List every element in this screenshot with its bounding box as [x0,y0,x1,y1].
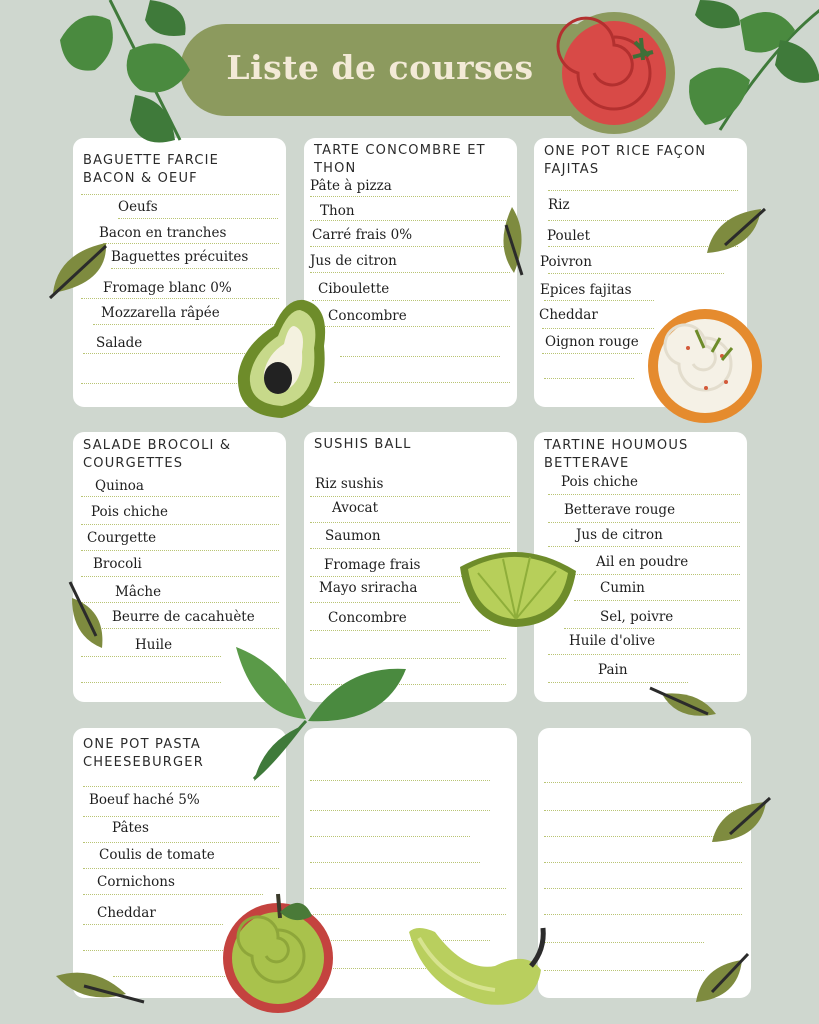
list-item: Pâte à pizza [310,178,392,194]
list-item: Salade [96,335,143,351]
card-title: SUSHIS BALL [314,437,412,452]
leaf-icon [710,796,772,846]
parsley-icon [680,0,819,150]
dotted-line [544,862,742,863]
list-item: Ciboulette [318,281,390,297]
avocado-icon [234,296,330,422]
list-item: Fromage frais [324,557,421,573]
dotted-line [310,196,510,197]
list-item: Cornichons [97,874,175,890]
list-item: Ail en poudre [596,554,689,570]
leaf-icon [66,580,108,652]
dotted-line [548,522,740,523]
list-item: Mayo sriracha [319,580,418,596]
dotted-line [81,656,221,657]
list-item: Sel, poivre [600,609,674,625]
list-item: Coulis de tomate [99,847,215,863]
list-item: Bacon en tranches [99,225,227,241]
dotted-line [544,782,742,783]
dotted-line [544,300,654,301]
list-item: Mâche [115,584,162,600]
dotted-line [81,524,279,525]
list-item: Oignon rouge [545,334,639,350]
dotted-line [548,682,688,683]
leaf-icon [694,952,750,1006]
list-item: Jus de citron [310,253,397,269]
list-item: Mozzarella râpée [101,305,220,321]
dotted-line [310,326,510,327]
list-item: Thon [320,203,355,219]
recipe-card [304,138,517,407]
dotted-line [548,273,724,274]
card-title: TARTINE HOUMOUS BETTERAVE [544,438,689,471]
list-item: Cheddar [539,307,598,323]
dotted-line [548,654,740,655]
dotted-line [544,378,634,379]
list-item: Jus de citron [576,527,663,543]
leaf-icon [496,205,528,277]
dotted-line [81,602,279,603]
dotted-line [310,522,510,523]
dotted-line [81,628,279,629]
dotted-line [340,356,500,357]
dotted-line [544,836,724,837]
leaf-icon [48,238,114,300]
dotted-line [544,914,742,915]
card-title: SALADE BROCOLI & COURGETTES [83,438,232,471]
list-item: Brocoli [93,556,142,572]
dotted-line [83,816,279,817]
card-title: ONE POT RICE FAÇON FAJITAS [544,144,707,177]
list-item: Carré frais 0% [312,227,413,243]
basil-icon [234,645,409,785]
dotted-line [310,888,506,889]
dotted-line [310,630,490,631]
hummus-icon [646,308,764,424]
dotted-line [83,868,279,869]
dotted-line [83,950,223,951]
list-item: Quinoa [95,478,144,494]
dotted-line [83,924,223,925]
dotted-line [548,190,738,191]
list-item: Concombre [328,308,407,324]
dotted-line [544,810,734,811]
list-item: Saumon [325,528,381,544]
list-item: Boeuf haché 5% [89,792,200,808]
dotted-line [81,682,221,683]
dotted-line [310,914,506,915]
list-item: Oeufs [118,199,158,215]
dotted-line [83,786,279,787]
dotted-line [334,382,510,383]
dotted-line [310,220,510,221]
dotted-line [544,970,704,971]
list-item: Riz [548,197,570,213]
dotted-line [544,942,704,943]
dotted-line [310,246,510,247]
list-item: Cumin [600,580,645,596]
list-item: Huile d'olive [569,633,656,649]
dotted-line [81,550,279,551]
dotted-line [310,602,460,603]
dotted-line [544,888,742,889]
dotted-line [548,494,740,495]
dotted-line [312,300,510,301]
dotted-line [81,496,279,497]
dotted-line [83,842,279,843]
list-item: Beurre de cacahuète [112,609,255,625]
list-item: Poivron [540,254,592,270]
dotted-line [310,836,470,837]
dotted-line [574,600,740,601]
apple-icon [222,886,334,1016]
page-title: Liste de courses [226,48,534,87]
pepper-icon [405,920,557,1012]
dotted-line [310,810,490,811]
list-item: Riz sushis [315,476,384,492]
dotted-line [118,218,278,219]
dotted-line [310,272,510,273]
list-item: Fromage blanc 0% [103,280,232,296]
list-item: Avocat [332,500,378,516]
card-title: BAGUETTE FARCIE BACON & OEUF [83,153,220,186]
list-item: Betterave rouge [564,502,676,518]
list-item: Baguettes précuites [111,249,249,265]
dotted-line [310,862,480,863]
dotted-line [542,328,654,329]
dotted-line [564,628,740,629]
list-item: Huile [135,637,173,653]
dotted-line [310,496,510,497]
tomato-icon [553,12,675,134]
parsley-icon [40,0,190,150]
leaf-icon [54,966,146,1008]
dotted-line [542,353,642,354]
lime-icon [458,545,578,630]
list-item: Pois chiche [561,474,639,490]
list-item: Poulet [547,228,591,244]
list-item: Pâtes [112,820,149,836]
card-title: ONE POT PASTA CHEESEBURGER [83,737,204,770]
dotted-line [81,194,279,195]
list-item: Concombre [328,610,407,626]
list-item: Pois chiche [91,504,169,520]
card-title: TARTE CONCOMBRE ET THON [314,143,486,176]
leaf-icon [705,205,767,257]
leaf-icon [648,686,718,722]
dotted-line [81,576,279,577]
list-item: Cheddar [97,905,156,921]
dotted-line [103,243,279,244]
list-item: Pain [598,662,628,678]
list-item: Epices fajitas [540,282,632,298]
list-item: Courgette [87,530,157,546]
dotted-line [111,268,279,269]
